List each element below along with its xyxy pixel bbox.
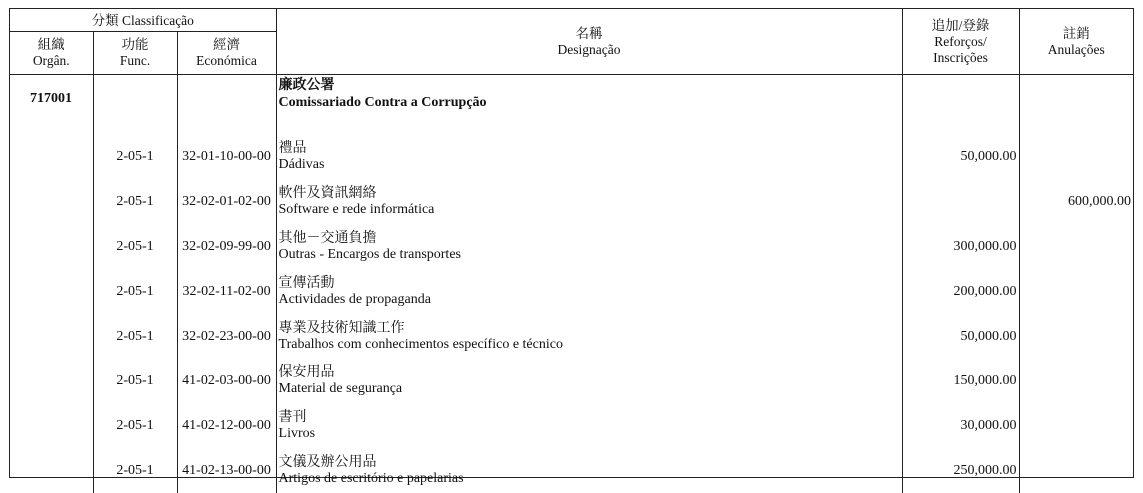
function-code: 2-05-1 [93,180,177,225]
function-code: 2-05-1 [93,135,177,180]
reinforcements-header-pt2: Inscrições [933,49,988,65]
economic-code: 32-02-23-00-00 [177,314,276,359]
cancellation-amount [1019,404,1133,449]
cancellations-header-pt: Anulações [1047,41,1105,57]
reinforcement-amount: 50,000.00 [902,135,1019,180]
organ-code: 717001 [30,91,72,106]
function-code: 2-05-1 [93,314,177,359]
designation-zh: 專業及技術知識工作 [278,320,405,336]
reinforcement-amount: 30,000.00 [902,404,1019,449]
economic-code: 41-02-13-00-00 [177,449,276,493]
organ-header-zh: 組織 [37,37,65,52]
organ-row [10,75,1133,136]
designation-cell [276,135,902,180]
organ-name-pt: Comissariado Contra a Corrupção [278,95,487,110]
function-code: 2-05-1 [93,449,177,493]
function-code: 2-05-1 [93,269,177,314]
designation-pt: Outras - Encargos de transportes [278,246,461,262]
function-header [93,32,177,75]
reinforcement-amount: 50,000.00 [902,314,1019,359]
designation-cell [276,404,902,449]
table-row [10,225,1133,270]
classification-header: 分類 Classificação [10,9,276,32]
reinforcement-amount [902,180,1019,225]
organ-name-zh: 廉政公署 [278,78,335,93]
function-header-zh: 功能 [121,37,149,52]
organ-header-pt: Orgân. [32,53,70,68]
reinforcement-amount: 200,000.00 [902,269,1019,314]
cancellation-amount [1019,449,1133,493]
designation-zh: 宣傳活動 [278,275,335,291]
table-row [10,269,1133,314]
table-row [10,404,1133,449]
reinforcements-header [902,9,1019,75]
table-row [10,135,1133,180]
designation-zh: 文儀及辦公用品 [278,454,377,470]
economic-code: 32-02-01-02-00 [177,180,276,225]
function-code: 2-05-1 [93,404,177,449]
designation-cell [276,314,902,359]
budget-rows [10,135,1133,493]
table-row [10,449,1133,493]
cancellation-amount [1019,225,1133,270]
designation-zh: 保安用品 [278,365,335,381]
designation-cell [276,180,902,225]
designation-header-zh: 名稱 [575,25,603,41]
reinforcements-header-pt1: Reforços/ [934,33,987,49]
reinforcement-amount: 150,000.00 [902,359,1019,404]
cancellations-header [1019,9,1133,75]
cancellation-amount [1019,269,1133,314]
designation-pt: Software e rede informática [278,202,435,218]
designation-header [276,9,902,75]
organ-header [10,32,93,75]
budget-table-frame [9,8,1134,486]
designation-zh: 其他－交通負擔 [278,230,377,246]
designation-pt: Livros [278,426,316,442]
economic-code: 41-02-12-00-00 [177,404,276,449]
reinforcement-amount: 300,000.00 [902,225,1019,270]
budget-table [10,9,1133,493]
reinforcement-amount: 250,000.00 [902,449,1019,493]
cancellation-amount: 600,000.00 [1019,180,1133,225]
function-code: 2-05-1 [93,225,177,270]
reinforcements-header-zh: 追加/登錄 [931,17,990,33]
designation-header-pt: Designação [557,41,621,57]
organ-name [276,75,902,136]
economic-code: 32-02-11-02-00 [177,269,276,314]
economic-code: 32-01-10-00-00 [177,135,276,180]
cancellations-header-zh: 註銷 [1062,25,1090,41]
designation-zh: 禮品 [278,141,307,157]
table-row [10,359,1133,404]
designation-cell [276,269,902,314]
economic-header-pt: Económica [196,53,257,68]
designation-pt: Actividades de propaganda [278,291,431,307]
designation-pt: Trabalhos com conhecimentos específico e técnico [278,336,563,352]
function-code: 2-05-1 [93,359,177,404]
designation-pt: Dádivas [278,157,325,173]
designation-zh: 書刊 [278,410,307,426]
cancellation-amount [1019,359,1133,404]
table-row [10,180,1133,225]
economic-code: 41-02-03-00-00 [177,359,276,404]
designation-cell [276,359,902,404]
designation-zh: 軟件及資訊網絡 [278,186,377,202]
designation-pt: Material de segurança [278,381,403,397]
cancellation-amount [1019,135,1133,180]
table-row [10,314,1133,359]
cancellation-amount [1019,314,1133,359]
economic-code: 32-02-09-99-00 [177,225,276,270]
economic-header-zh: 經濟 [213,37,240,52]
designation-pt: Artigos de escritório e papelarias [278,470,464,486]
designation-cell [276,449,902,493]
function-header-pt: Func. [119,53,151,68]
designation-cell [276,225,902,270]
economic-header [177,32,276,75]
